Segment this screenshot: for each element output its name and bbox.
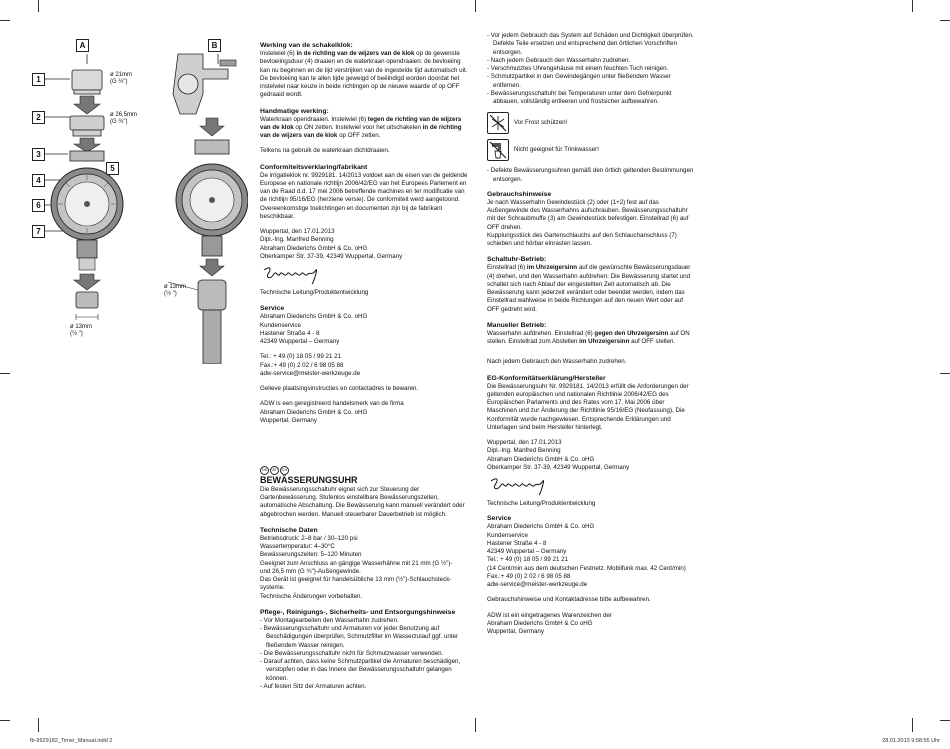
de-eg-section [487,374,695,433]
list-item: - Nach jedem Gebrauch den Wasserhahn zudrehen. [487,57,695,65]
de-tech-section [260,526,470,601]
dim-13-left-label [70,324,92,338]
de-service-city: 42349 Wuppertal – Germany [487,548,567,556]
de-tech-line: Technische Änderungen vorbehalten. [260,592,363,600]
no-drinking-water-icon [487,139,509,161]
german-right-column [487,32,695,636]
de-care-heading: Pflege-, Reinigungs-, Sicherheits- und Entsorgungshinweise [260,608,456,616]
nl-engineer: Dipl.-Ing. Manfred Benning [260,236,334,244]
nl-service-dept: Kundenservice [260,321,301,329]
crop-mark-right-mid [940,373,950,374]
de-manual-mode-section [487,321,695,347]
nl-service-city: 42349 Wuppertal – Germany [260,338,340,346]
de-tech-line: Bewässerungszeiten: 5–120 Minuten [260,551,362,559]
callout-3: 3 [32,148,45,161]
de-care-section [260,608,470,691]
nl-schakelklok-heading: Werking van de schakelklok: [260,42,353,49]
nl-schakelklok-text-2: De bevloeiing kan te allen tijde geweigd of beëindigd worden doordat het instelwiel naar keuze in beide richtingen op de nieuwe waarde of op OFF gedraaid wordt. [260,74,460,99]
nl-email: adw-service@meister-werkzeuge.de [260,369,361,377]
de-signature-image [487,475,557,497]
list-item: - Die Bewässerungsschaltuhr nicht für Schmutzwasser verwenden. [260,650,470,658]
list-item: - Darauf achten, dass keine Schmutzpartikel die Armaturen beschädigen, verstopfen oder in das Innere der Bewässerungsschaltuhr gelangen können. [260,658,470,683]
crop-mark-top-right [912,0,913,12]
de-signature-role: Technische Leitung/Produktentwicklung [487,500,596,508]
dim-13-right-label [164,284,186,298]
de-phone: Tel.: + 49 (0) 18 05 / 99 21 21 [487,556,569,564]
de-trademark-line-3: Wuppertal, Germany [487,628,544,636]
nl-conformity-text: De irrigatieklok nr. 9929181. 14/2013 voldoet aan de eisen van de geldende Europese en nationale richtlijn 2006/42/EG van het Europees Parlement en van de Raad d.d. 17 mei 2006 betreffende machines en ter modificatie van de richtlijn 95/16/EG (herziene versie). De conformiteit werd aangetoond. Overeenkomstige toelichtingen en documenten zijn bij de fabrikant beschikbaar. [260,171,468,220]
de-signature-block [487,439,695,508]
nl-conformity-section [260,163,470,222]
de-tech-line: Das Gerät ist geeignet für handelsübliche 13 mm (½")-Schlauchsteck- [260,576,452,584]
de-trademark-line-1: ADW ist ein eingetragenes Warenzeichen der [487,611,612,619]
crop-mark-bottom-left [38,718,39,732]
nl-trademark-line-3: Wuppertal, Germany [260,416,317,424]
de-dispose-list [487,167,695,184]
dim-13-right-sub: (½ ") [164,291,177,298]
de-service-street: Hastener Straße 4 - 8 [487,539,547,547]
nl-fax: Fax.:+ 49 (0) 2 02 / 6 98 05 88 [260,361,344,369]
nl-trademark-line-2: Abraham Diederichs GmbH & Co. oHG [260,408,368,416]
list-item: - Vor jedem Gebrauch das System auf Schäden und Dichtigkeit überprüfen. Defekte Teile ersetzen und entsprechend den örtlichen Vorschriften entsorgen. [487,32,695,57]
nl-service-heading: Service [260,305,285,313]
de-email: adw-service@meister-werkzeuge.de [487,581,588,589]
list-item: - Auf festen Sitz der Armaturen achten. [260,683,470,691]
de-service-company: Abraham Diederichs GmbH & Co. oHG [487,523,595,531]
dutch-column [260,41,470,425]
dim-21-value: ø 21mm [110,72,133,78]
lang-badge-at: AT [270,466,279,475]
dim-13-left-sub: (½ ") [70,331,83,338]
footer-timestamp: 28.01.2013 9:58:55 Uhr [882,737,940,744]
frost-warning [487,112,695,134]
de-date: Wuppertal, den 17.01.2013 [487,439,562,447]
list-item: - Schmutzpartikel in den Gewindegängen unter fließendem Wasser entfernen. [487,73,695,90]
de-service-heading: Service [487,515,512,523]
nl-service-street: Hastener Straße 4 - 8 [260,329,320,337]
crop-mark-top-mid [475,0,476,12]
de-care-list [260,617,470,691]
nl-hand-section [260,107,470,141]
nl-address: Oberkamper Str. 37-39, 42349 Wuppertal, Germany [260,252,403,260]
callout-7: 7 [32,225,45,238]
de-tech-line: Geeignet zum Anschluss an gängige Wasserhähne mit 21 mm (G ½")- [260,559,453,567]
figure-label-a: A [76,39,89,52]
de-trademark [487,612,695,637]
nl-signature-image [260,264,330,286]
de-product-title: BEWÄSSERUNGSUHR [260,475,358,485]
de-after-use-text: Nach jedem Gebrauch den Wasserhahn zudrehen. [487,358,627,366]
de-eg-text: Die Bewässerungsuhr Nr. 9929181. 14/2013 erfüllt die Anforderungen der geltenden europäischen und nationalen Richtlinie 2006/42/EG des Europäischen Parlaments und des Rates vom 17. Mai 2006 über Maschinen und zur Änderung der Richtlinie 95/16/EG (Neufassung). Die Konformität wurde nachgewiesen. Entsprechende Erklärungen und Unterlagen sind beim Hersteller hinterlegt. [487,382,689,431]
nl-hand-heading: Handmatige werking: [260,107,329,115]
lang-badges [260,466,470,475]
list-item: - Verschmutztes Uhrengehäuse mit einem feuchten Tuch reinigen. [487,65,695,73]
callout-1: 1 [32,73,45,86]
de-service-dept: Kundenservice [487,531,528,539]
crop-mark-left-bottom [0,720,10,721]
de-usage-heading: Gebrauchshinweise [487,190,552,198]
nl-phone: Tel.: + 49 (0) 18 05 / 99 21 21 [260,353,342,361]
dim-13-left-value: ø 13mm [70,324,93,330]
de-keep-instructions: Gebrauchshinweise und Kontaktadresse bitte aufbewahren. [487,596,651,604]
callout-6: 6 [32,199,45,212]
nl-schakelklok-section [260,41,470,100]
crop-mark-left-top [0,20,10,21]
dim-21-sub: (G ½") [110,79,128,86]
de-intro-text: Die Bewässerungsschaltuhr eignet sich zur Steuerung der Gartenbewässerung. Stufenlos einstellbare Bewässerungszeiten, automatische Abschaltung. Die Bewässerung kann manuell verändert oder abgebrochen werden. Manuell steuerbarer Dauerbetrieb ist möglich. [260,485,465,518]
snowflake-icon [487,112,509,134]
callout-2: 2 [32,111,45,124]
nl-hand-text: Waterkraan opendraaien. Instelwiel (6) tegen de richting van de wijzers van de klok op ON zetten. Instelwiel voor het uitschakelen in de richting van de wijzers van de klok op OFF zetten. [260,115,462,140]
de-fax: Fax.:+ 49 (0) 2 02 / 6 98 05 88 [487,572,571,580]
de-tech-line: Betriebsdruck: 2–8 bar / 30–120 psi [260,534,358,542]
nl-service-company: Abraham Diederichs GmbH & Co. oHG [260,313,368,321]
frost-warning-text: Vor Frost schützen! [514,119,568,127]
de-tech-line: und 26,5 mm (G ¾")-Außengewinde. [260,567,361,575]
de-usage-section [487,190,695,249]
dim-265-value: ø 26,5mm [110,112,138,118]
list-item: - Vor Montagearbeiten den Wasserhahn zudrehen. [260,617,470,625]
de-eg-heading: EG-Konformitätserklärung/Hersteller [487,374,606,382]
de-trademark-line-2: Abraham Diederichs GmbH & Co oHG [487,619,593,627]
figure-area [28,34,248,364]
lang-badge-de: DE [260,466,269,475]
de-timer-mode-heading: Schaltuhr-Betrieb: [487,256,547,264]
de-engineer: Dipl.-Ing. Manfred Benning [487,447,561,455]
de-address: Oberkamper Str. 37-39, 42349 Wuppertal, Germany [487,463,630,471]
de-usage-text: Je nach Wasserhahn Gewindestück (2) oder (1+2) fest auf das Außengewinde des Wasserhahns aufschrauben. Bewässerungsschaltuhr mit der Schraubmuffe (3) am Gewindestück befestigen. Einstellrad (6) auf OFF drehen. [487,198,689,231]
dim-13-right-value: ø 13mm [164,284,187,290]
drinking-water-warning-text: Nicht geeignet für Trinkwasser! [514,146,599,154]
nl-trademark [260,400,470,425]
de-care-list-continued [487,32,695,106]
drinking-water-warning [487,139,695,161]
de-timer-mode-text: Einstellrad (6) im Uhrzeigersinn auf die gewünschte Bewässerungsdauer (4) drehen, und den Wasserhahn aufdrehen: Die Bewässerung startet und schaltet sich nach Ablauf der eingestellten Zeit automatisch ab. Die Bewässerung kann jederzeit verändert oder beendet werden, indem das Einstellrad wahlweise in beide Richtungen auf den neuen Wert oder auf OFF gedreht wird. [487,264,691,313]
nl-keep-instructions: Gelieve plaatsingsinstructies en contactadres te bewaren. [260,385,419,393]
crop-mark-top-left [38,0,39,12]
de-tech-line: systeme. [260,584,285,592]
crop-mark-bottom-right [912,718,913,732]
crop-mark-right-top [940,20,950,21]
nl-trademark-line-1: ADW is een geregistreerd handelsmerk van de firma [260,400,404,408]
nl-service-section [260,304,470,378]
de-coupling-text: Kupplungsstück des Gartenschlauchs auf den Schlauchanschluss (7) schieben und hörbar einrasten lassen. [487,231,677,248]
figure-label-b: B [208,39,221,52]
de-manual-mode-text: Wasserhahn aufdrehen. Einstellrad (6) gegen den Uhrzeigersinn auf ON stellen. Einstellrad zum Abstellen im Uhrzeigersinn auf OFF stellen. [487,329,690,346]
de-manual-mode-heading: Manueller Betrieb: [487,321,547,329]
list-item: - Bewässerungsschaltuhr und Armaturen vor jeder Benutzung auf Beschädigungen überprüfen, Schmutzfilter im Wasserzulauf ggf. unter fließendem Wasser reinigen. [260,625,470,650]
nl-signature-block [260,228,470,297]
nl-schakelklok-text: Instelwiel (6) in de richting van de wijzers van de klok op de gewenste bevloeiingsduur (4) draaien en de waterkraan opendraaien: de bevloeiing kan nu beginnen en de tijd verstrijken van de ingestelde tijd automatisch uit. [260,50,468,74]
de-company: Abraham Diederichs GmbH & Co. oHG [487,455,595,463]
dim-21-label [110,72,132,86]
german-left-column [260,466,470,691]
footer-filename: fb-9929182_Timer_Manual.indd 2 [30,737,113,744]
dim-265-label [110,112,137,126]
callout-5: 5 [106,162,119,175]
de-timer-mode-section [487,255,695,314]
crop-mark-left-mid [0,373,10,374]
timer-illustration [28,34,248,364]
lang-badge-ch: CH [280,466,289,475]
de-phone-note: (14 Cent/min aus dem deutschen Festnetz. Mobilfunk max. 42 Cent/min) [487,564,686,572]
list-item: - Bewässerungsschaltuhr bei Temperaturen unter dem Gefrierpunkt abbauen, vollständig entleeren und frostsicher aufbewahren. [487,90,695,107]
nl-conformity-heading: Conformiteitsverklaring/fabrikant [260,163,368,171]
nl-company: Abraham Diederichs GmbH & Co. oHG [260,244,368,252]
callout-4: 4 [32,174,45,187]
dim-265-sub: (G ¾") [110,119,128,126]
crop-mark-right-bottom [940,720,950,721]
nl-telkens-text: Telkens na gebruik de waterkraan dichtdraaien. [260,147,390,155]
crop-mark-bottom-mid [475,718,476,732]
nl-date: Wuppertal, den 17.01.2013 [260,228,335,236]
de-tech-line: Wassertemperatur: 4–30°C [260,543,335,551]
de-tech-heading: Technische Daten [260,526,318,534]
de-service-section [487,514,695,589]
list-item: - Defekte Bewässerungsuhren gemäß den örtlich geltenden Bestimmungen entsorgen. [487,167,695,184]
nl-signature-role: Technische Leitung/Produktentwicklung [260,289,369,297]
